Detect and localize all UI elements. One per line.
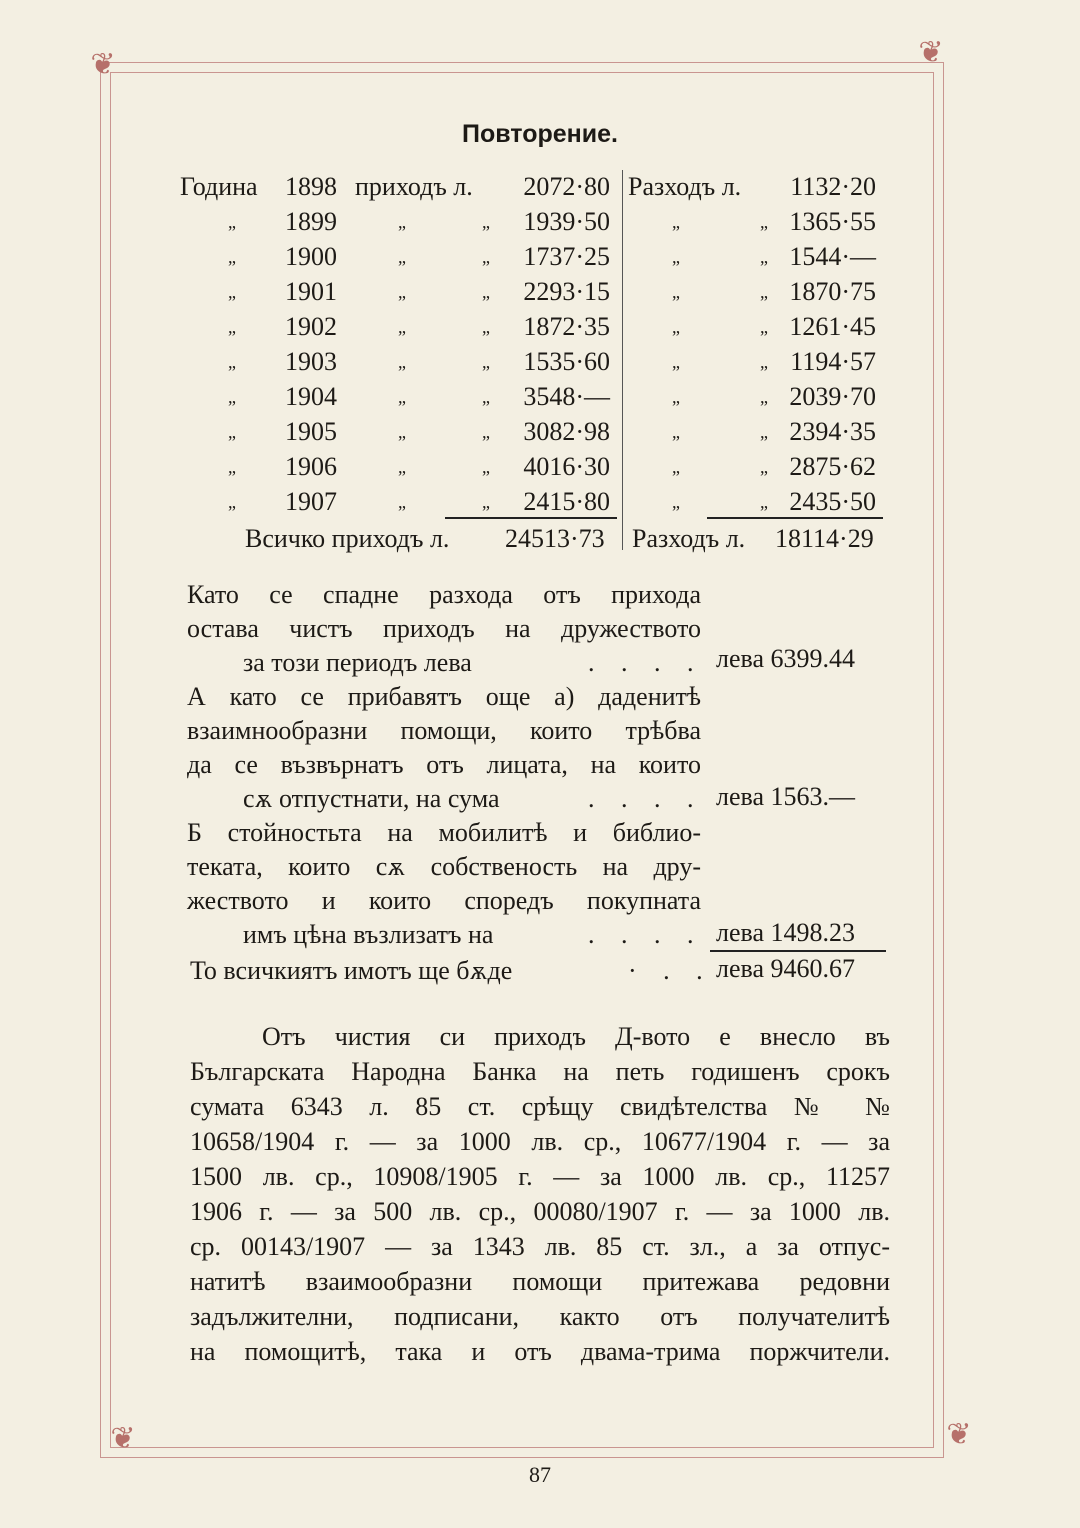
income-total-rule bbox=[445, 517, 617, 519]
row-year: 1901 bbox=[285, 277, 337, 306]
expense-total-rule bbox=[707, 517, 883, 519]
ditto-mark: „ bbox=[398, 352, 406, 372]
ditto-mark: „ bbox=[482, 387, 490, 407]
amount-net-income: лева 6399.44 bbox=[716, 644, 855, 673]
ditto-mark: „ bbox=[228, 387, 236, 407]
row-expense: 1365·55 bbox=[789, 207, 876, 236]
summary-line: Б стойностьта на мобилитѣ и библио- bbox=[187, 818, 701, 847]
corner-ornament-icon: ❦ bbox=[918, 36, 944, 69]
ditto-mark: „ bbox=[672, 317, 680, 337]
row-income: 3548·— bbox=[523, 382, 610, 411]
row-year: 1898 bbox=[285, 172, 337, 201]
table-divider bbox=[622, 170, 623, 550]
summary-line: А като се прибавятъ още а) даденитѣ bbox=[187, 682, 701, 711]
amount-loans: лева 1563.— bbox=[716, 782, 855, 811]
ditto-mark: „ bbox=[760, 317, 768, 337]
row-expense: 2435·50 bbox=[789, 487, 876, 516]
summary-line: жеството и които споредъ покупната bbox=[187, 886, 701, 915]
amount-total-property: лева 9460.67 bbox=[716, 954, 855, 983]
ditto-mark: „ bbox=[228, 212, 236, 232]
ditto-mark: „ bbox=[760, 387, 768, 407]
row-expense: 1261·45 bbox=[789, 312, 876, 341]
summary-line: То всичкиятъ имотъ ще бѫде bbox=[190, 956, 513, 985]
row-expense: 1544·— bbox=[789, 242, 876, 271]
paragraph-line: Българската Народна Банка на петь годишенъ срокъ bbox=[190, 1057, 890, 1086]
ditto-mark: „ bbox=[760, 492, 768, 512]
ditto-mark: „ bbox=[672, 282, 680, 302]
total-expense-label: Разходъ л. bbox=[632, 524, 746, 553]
ditto-mark: „ bbox=[482, 247, 490, 267]
paragraph-line: 1906 г. — за 500 лв. ср., 00080/1907 г. — за 1000 лв. bbox=[190, 1197, 890, 1226]
corner-ornament-icon: ❦ bbox=[90, 48, 116, 81]
ditto-mark: „ bbox=[482, 317, 490, 337]
row-income: 1872·35 bbox=[523, 312, 610, 341]
ditto-mark: „ bbox=[760, 352, 768, 372]
ditto-mark: „ bbox=[672, 457, 680, 477]
total-income-value: 24513·73 bbox=[505, 524, 605, 553]
row-expense: 1870·75 bbox=[789, 277, 876, 306]
ditto-mark: „ bbox=[398, 422, 406, 442]
paragraph-line: 10658/1904 г. — за 1000 лв. ср., 10677/1904 г. — за bbox=[190, 1127, 890, 1156]
leader-dots: · . . bbox=[628, 956, 713, 985]
row-income: 1939·50 bbox=[523, 207, 610, 236]
ditto-mark: „ bbox=[398, 492, 406, 512]
paragraph-line: Отъ чистия си приходъ Д-вото е внесло въ bbox=[262, 1022, 890, 1051]
page-number: 87 bbox=[529, 1462, 551, 1487]
ditto-mark: „ bbox=[228, 422, 236, 442]
row-income: 2293·15 bbox=[523, 277, 610, 306]
ditto-mark: „ bbox=[228, 247, 236, 267]
ditto-mark: „ bbox=[398, 247, 406, 267]
corner-ornament-icon: ❦ bbox=[946, 1418, 972, 1451]
ditto-mark: „ bbox=[760, 212, 768, 232]
row-income: 1535·60 bbox=[523, 347, 610, 376]
ditto-mark: „ bbox=[672, 387, 680, 407]
ditto-mark: „ bbox=[228, 282, 236, 302]
paragraph-line: натитѣ взаимообразни помощи притежава редовни bbox=[190, 1267, 890, 1296]
ditto-mark: „ bbox=[228, 457, 236, 477]
summary-line: взаимнообразни помощи, които трѣбва bbox=[187, 716, 701, 745]
ditto-mark: „ bbox=[760, 282, 768, 302]
row-year: 1900 bbox=[285, 242, 337, 271]
ditto-mark: „ bbox=[672, 352, 680, 372]
ditto-mark: „ bbox=[482, 282, 490, 302]
ditto-mark: „ bbox=[482, 492, 490, 512]
leader-dots: . . . . bbox=[588, 784, 704, 813]
row-income: 2415·80 bbox=[523, 487, 610, 516]
row-year: 1899 bbox=[285, 207, 337, 236]
ditto-mark: „ bbox=[398, 317, 406, 337]
row-income: 4016·30 bbox=[523, 452, 610, 481]
table-year-label: Година bbox=[180, 172, 258, 201]
ditto-mark: „ bbox=[398, 212, 406, 232]
amount-furniture-library: лева 1498.23 bbox=[716, 918, 855, 947]
row-year: 1904 bbox=[285, 382, 337, 411]
ditto-mark: „ bbox=[672, 247, 680, 267]
row-year: 1907 bbox=[285, 487, 337, 516]
total-income-label: Всичко приходъ л. bbox=[245, 524, 450, 553]
page-title: Повторение. bbox=[462, 120, 618, 148]
table-expense-label: Разходъ л. bbox=[628, 172, 742, 201]
corner-ornament-icon: ❦ bbox=[110, 1422, 136, 1455]
ditto-mark: „ bbox=[482, 457, 490, 477]
ditto-mark: „ bbox=[398, 457, 406, 477]
ditto-mark: „ bbox=[482, 422, 490, 442]
summary-total-rule bbox=[710, 950, 886, 952]
paragraph-line: 1500 лв. ср., 10908/1905 г. — за 1000 лв. ср., 11257 bbox=[190, 1162, 890, 1191]
ditto-mark: „ bbox=[398, 387, 406, 407]
summary-line: да се възвърнатъ отъ лицата, на които bbox=[187, 750, 701, 779]
ditto-mark: „ bbox=[398, 282, 406, 302]
paragraph-line: задължителни, подписани, както отъ получателитѣ bbox=[190, 1302, 890, 1331]
row-expense: 2394·35 bbox=[789, 417, 876, 446]
row-income: 2072·80 bbox=[523, 172, 610, 201]
ditto-mark: „ bbox=[672, 422, 680, 442]
total-expense-value: 18114·29 bbox=[775, 524, 874, 553]
summary-line: Като се спадне разхода отъ прихода bbox=[187, 580, 701, 609]
summary-line: имъ цѣна възлизатъ на bbox=[243, 920, 494, 949]
row-year: 1906 bbox=[285, 452, 337, 481]
ditto-mark: „ bbox=[672, 492, 680, 512]
summary-line: остава чистъ приходъ на дружеството bbox=[187, 614, 701, 643]
ditto-mark: „ bbox=[760, 422, 768, 442]
leader-dots: . . . . bbox=[588, 648, 704, 677]
row-income: 3082·98 bbox=[523, 417, 610, 446]
ditto-mark: „ bbox=[482, 212, 490, 232]
summary-line: теката, които сѫ собственость на дру- bbox=[187, 852, 701, 881]
paragraph-line: на помощитѣ, така и отъ двама-трима поржчители. bbox=[190, 1337, 890, 1366]
row-expense: 2875·62 bbox=[789, 452, 876, 481]
row-expense: 1194·57 bbox=[790, 347, 876, 376]
ditto-mark: „ bbox=[228, 317, 236, 337]
ditto-mark: „ bbox=[228, 352, 236, 372]
paragraph-line: сумата 6343 л. 85 ст. срѣщу свидѣтелства № № bbox=[190, 1092, 890, 1121]
row-expense: 1132·20 bbox=[790, 172, 876, 201]
row-year: 1905 bbox=[285, 417, 337, 446]
summary-line: сѫ отпустнати, на сума bbox=[243, 784, 500, 813]
ditto-mark: „ bbox=[672, 212, 680, 232]
paragraph-line: ср. 00143/1907 — за 1343 лв. 85 ст. зл., а за отпус- bbox=[190, 1232, 890, 1261]
leader-dots: . . . . bbox=[588, 920, 704, 949]
ditto-mark: „ bbox=[228, 492, 236, 512]
summary-line: за този периодъ лева bbox=[243, 648, 472, 677]
ditto-mark: „ bbox=[482, 352, 490, 372]
row-year: 1902 bbox=[285, 312, 337, 341]
row-year: 1903 bbox=[285, 347, 337, 376]
ditto-mark: „ bbox=[760, 247, 768, 267]
table-income-label: приходъ л. bbox=[355, 172, 473, 201]
row-expense: 2039·70 bbox=[789, 382, 876, 411]
ditto-mark: „ bbox=[760, 457, 768, 477]
row-income: 1737·25 bbox=[523, 242, 610, 271]
